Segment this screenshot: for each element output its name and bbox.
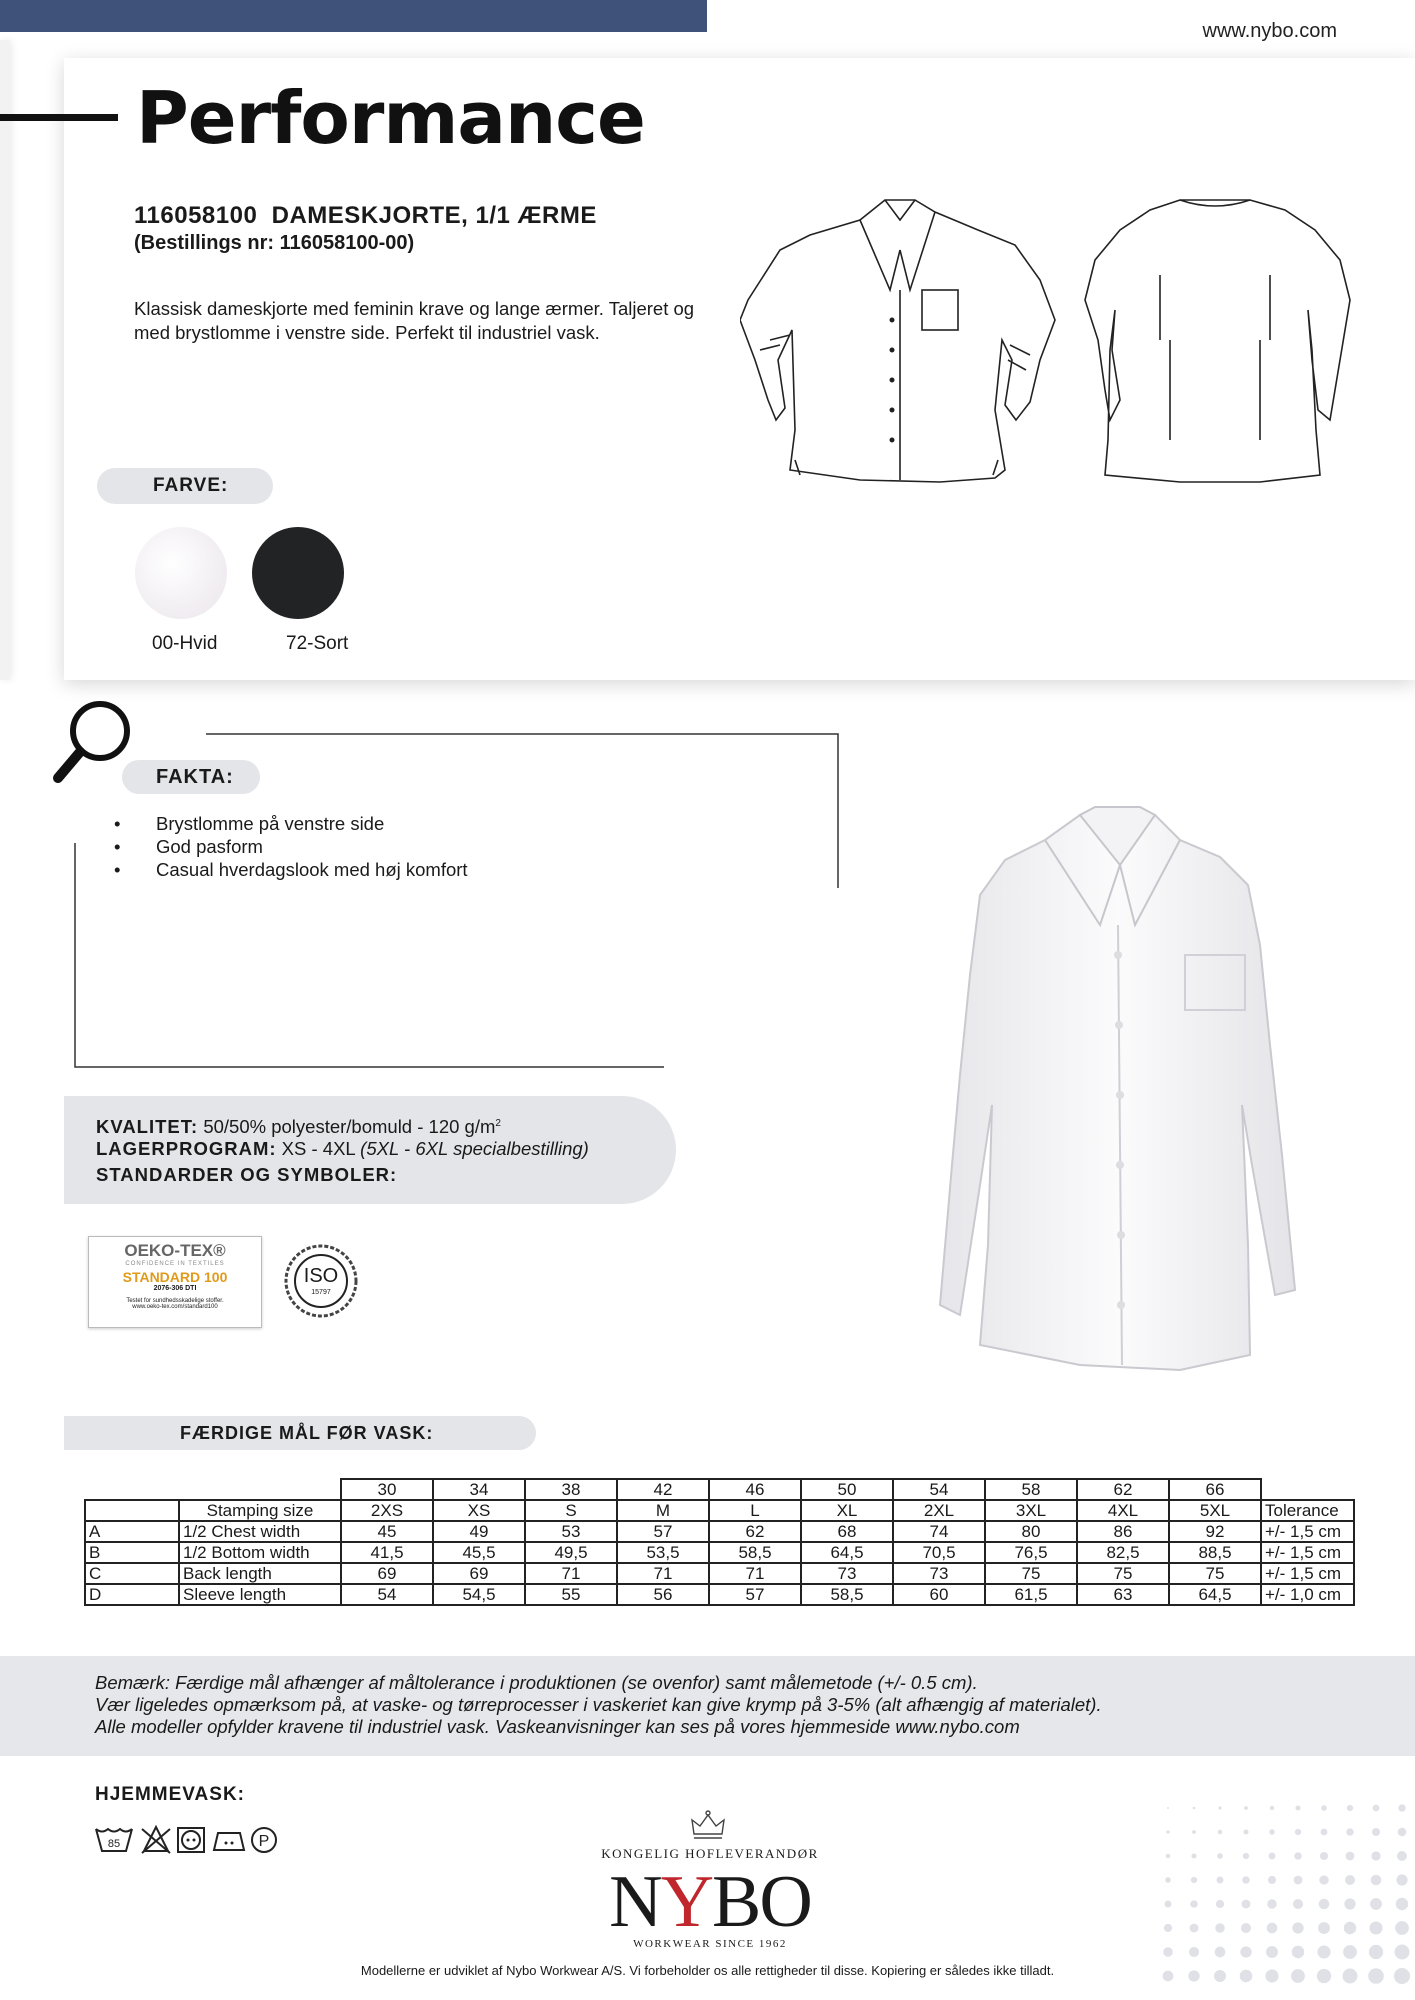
side-strip <box>0 40 10 680</box>
footer-copyright: Modellerne er udviklet af Nybo Workwear A/S. Vi forbeholder os alle rettigheder til disse. Kopiering er således ikke tilladt. <box>360 1963 1055 1978</box>
table-row <box>85 1521 1354 1542</box>
decorative-dot <box>1318 1922 1330 1934</box>
decorative-dot <box>1191 1877 1197 1883</box>
row-code-cell: D <box>85 1584 179 1605</box>
row-code-cell: C <box>85 1563 179 1584</box>
value-cell: 71 <box>617 1563 709 1584</box>
decorative-dot <box>1242 1900 1251 1909</box>
value-cell: 68 <box>801 1521 893 1542</box>
decorative-dots <box>1160 1800 1415 1990</box>
color-section-label: FARVE: <box>97 468 273 504</box>
decorative-dot <box>1190 1924 1199 1933</box>
decorative-dot <box>1216 1900 1224 1908</box>
letter-size-cell: 5XL <box>1169 1500 1261 1521</box>
decorative-dot <box>1164 1924 1172 1932</box>
decorative-dot <box>1395 1921 1409 1935</box>
note-line: Bemærk: Færdige mål afhænger af måltolerance i produktionen (se ovenfor) samt målemetode (+/- 0.5 cm). <box>95 1672 978 1693</box>
decorative-dot <box>1369 1945 1383 1959</box>
decorative-dot <box>1266 1946 1278 1958</box>
numeric-size-cell: 54 <box>893 1479 985 1500</box>
row-name-cell: Sleeve length <box>179 1584 341 1605</box>
numeric-size-cell: 34 <box>433 1479 525 1500</box>
table-cell <box>179 1479 341 1500</box>
note-line: Alle modeller opfylder kravene til industriel vask. Vaskeanvisninger kan ses på vores hjemmeside www.nybo.com <box>95 1716 1020 1737</box>
table-row <box>85 1563 1354 1584</box>
fakta-section-label: FAKTA: <box>122 760 260 794</box>
decorative-dot <box>1321 1829 1328 1836</box>
decorative-dot <box>1398 1804 1405 1811</box>
decorative-dot <box>1242 1876 1250 1884</box>
table-cell <box>1261 1479 1354 1500</box>
color-swatch-white[interactable] <box>135 527 227 619</box>
letter-size-cell: L <box>709 1500 801 1521</box>
standarder-label: STANDARDER OG SYMBOLER: <box>96 1164 398 1185</box>
color-label-white: 00-Hvid <box>152 633 218 654</box>
decorative-dot <box>1294 1876 1303 1885</box>
value-cell: 57 <box>709 1584 801 1605</box>
decorative-dot <box>1267 1899 1276 1908</box>
table-row <box>85 1479 1354 1500</box>
logo-bo: BO <box>712 1861 811 1943</box>
product-description: Klassisk dameskjorte med feminin krave og lange ærmer. Taljeret og med brystlomme i venstre side. Perfekt til industriel vask. <box>134 298 695 343</box>
decorative-dot <box>1373 1805 1380 1812</box>
care-symbols <box>94 1823 290 1857</box>
iso-number: 15797 <box>311 1289 331 1296</box>
decorative-dot <box>1240 1946 1251 1957</box>
value-cell: 41,5 <box>341 1542 433 1563</box>
tolerance-cell: +/- 1,0 cm <box>1261 1584 1354 1605</box>
value-cell: 69 <box>433 1563 525 1584</box>
size-table <box>84 1478 1355 1606</box>
decorative-dot <box>1371 1851 1380 1860</box>
lager-row <box>96 1138 589 1160</box>
value-cell: 57 <box>617 1521 709 1542</box>
decorative-dot <box>1343 1945 1357 1959</box>
numeric-size-cell: 66 <box>1169 1479 1261 1500</box>
numeric-size-cell: 58 <box>985 1479 1077 1500</box>
numeric-size-cell: 30 <box>341 1479 433 1500</box>
dry-clean-letter: P <box>258 1833 270 1850</box>
row-name-cell: 1/2 Bottom width <box>179 1542 341 1563</box>
decorative-dot <box>1218 1806 1221 1809</box>
decorative-dot <box>1345 1875 1355 1885</box>
decorative-dot <box>1193 1807 1196 1810</box>
letter-size-cell: M <box>617 1500 709 1521</box>
decorative-dot <box>1397 1851 1407 1861</box>
value-cell: 64,5 <box>1169 1584 1261 1605</box>
value-cell: 54,5 <box>433 1584 525 1605</box>
decorative-dot <box>1268 1876 1276 1884</box>
value-cell: 80 <box>985 1521 1077 1542</box>
value-cell: 49,5 <box>525 1542 617 1563</box>
decorative-dot <box>1217 1877 1224 1884</box>
top-bar <box>0 0 707 32</box>
value-cell: 58,5 <box>801 1584 893 1605</box>
decorative-dot <box>1269 1853 1276 1860</box>
decorative-dot <box>1166 1854 1171 1859</box>
fakta-item: • Brystlomme på venstre side <box>114 812 468 835</box>
iso-text: ISO <box>303 1265 339 1287</box>
oeko-line2: www.oeko-tex.com/standard100 <box>132 1304 218 1310</box>
value-cell: 69 <box>341 1563 433 1584</box>
decorative-dot <box>1218 1830 1222 1834</box>
value-cell: 45,5 <box>433 1542 525 1563</box>
color-swatch-black[interactable] <box>252 527 344 619</box>
stamping-label-cell: Stamping size <box>179 1500 341 1521</box>
oeko-line1: Testet for sundhedsskadelige stoffer. <box>126 1298 224 1304</box>
value-cell: 55 <box>525 1584 617 1605</box>
decorative-dot <box>1292 1946 1305 1959</box>
value-cell: 53,5 <box>617 1542 709 1563</box>
decorative-dot <box>1241 1923 1251 1933</box>
value-cell: 45 <box>341 1521 433 1542</box>
decorative-dot <box>1163 1947 1173 1957</box>
value-cell: 63 <box>1077 1584 1169 1605</box>
value-cell: 75 <box>1169 1563 1261 1584</box>
value-cell: 58,5 <box>709 1542 801 1563</box>
row-name-cell: Back length <box>179 1563 341 1584</box>
decorative-dot <box>1370 1898 1382 1910</box>
value-cell: 62 <box>709 1521 801 1542</box>
numeric-size-cell: 62 <box>1077 1479 1169 1500</box>
title-line <box>0 114 118 121</box>
value-cell: 76,5 <box>985 1542 1077 1563</box>
fakta-list <box>114 812 468 881</box>
standarder-row <box>96 1164 397 1186</box>
iso-badge <box>283 1243 359 1319</box>
decorative-dot <box>1215 1947 1226 1958</box>
crown-icon <box>690 1810 726 1842</box>
table-row <box>85 1500 1354 1521</box>
value-cell: 75 <box>985 1563 1077 1584</box>
decorative-dot <box>1344 1922 1356 1934</box>
decorative-dot <box>1296 1806 1301 1811</box>
decorative-dot <box>1320 1852 1328 1860</box>
value-cell: 54 <box>341 1584 433 1605</box>
royal-supplier-text: KONGELIG HOFLEVERANDØR <box>601 1846 819 1861</box>
product-title: 116058100 DAMESKJORTE, 1/1 ÆRME <box>134 202 597 229</box>
decorative-dot <box>1192 1830 1196 1834</box>
nybo-logo <box>560 1862 860 1942</box>
quality-row <box>96 1116 501 1138</box>
value-cell: 73 <box>801 1563 893 1584</box>
decorative-dot <box>1215 1923 1224 1932</box>
decorative-dot <box>1346 1852 1355 1861</box>
page-title: Performance <box>136 76 645 160</box>
oeko-brand: OEKO-TEX® <box>124 1241 226 1260</box>
decorative-dot <box>1396 1874 1407 1885</box>
decorative-dot <box>1371 1875 1382 1886</box>
decorative-dot <box>1317 1945 1330 1958</box>
decorative-dot <box>1191 1853 1196 1858</box>
letter-size-cell: 4XL <box>1077 1500 1169 1521</box>
value-cell: 61,5 <box>985 1584 1077 1605</box>
decorative-dot <box>1190 1900 1198 1908</box>
decorative-dot <box>1244 1806 1248 1810</box>
lager-label: LAGERPROGRAM: <box>96 1138 277 1159</box>
letter-size-cell: 2XL <box>893 1500 985 1521</box>
note-line: Vær ligeledes opmærksom på, at vaske- og tørreprocesser i vaskeriet kan give krymp på 3-5% (alt afhængig af materialet). <box>95 1694 1102 1715</box>
value-cell: 60 <box>893 1584 985 1605</box>
logo-y: Y <box>660 1861 713 1943</box>
letter-size-cell: XS <box>433 1500 525 1521</box>
letter-size-cell: 2XS <box>341 1500 433 1521</box>
decorative-dot <box>1347 1805 1353 1811</box>
decorative-dot <box>1319 1899 1330 1910</box>
numeric-size-cell: 50 <box>801 1479 893 1500</box>
table-cell <box>85 1500 179 1521</box>
decorative-dot <box>1165 1901 1172 1908</box>
row-name-cell: 1/2 Chest width <box>179 1521 341 1542</box>
row-code-cell: B <box>85 1542 179 1563</box>
decorative-dot <box>1243 1829 1248 1834</box>
numeric-size-cell: 42 <box>617 1479 709 1500</box>
oeko-sub: CONFIDENCE IN TEXTILES <box>125 1261 225 1267</box>
color-label-black: 72-Sort <box>286 633 349 654</box>
tolerance-header-cell: Tolerance <box>1261 1500 1354 1521</box>
value-cell: 75 <box>1077 1563 1169 1584</box>
tolerance-cell: +/- 1,5 cm <box>1261 1563 1354 1584</box>
value-cell: 74 <box>893 1521 985 1542</box>
letter-size-cell: 3XL <box>985 1500 1077 1521</box>
value-cell: 82,5 <box>1077 1542 1169 1563</box>
tolerance-cell: +/- 1,5 cm <box>1261 1521 1354 1542</box>
value-cell: 64,5 <box>801 1542 893 1563</box>
decorative-dot <box>1189 1947 1199 1957</box>
table-row <box>85 1542 1354 1563</box>
letter-size-cell: XL <box>801 1500 893 1521</box>
home-wash-label: HJEMMEVASK: <box>95 1784 245 1805</box>
decorative-dot <box>1269 1829 1275 1835</box>
decorative-dot <box>1346 1828 1353 1835</box>
decorative-dot <box>1398 1828 1407 1837</box>
decorative-dot <box>1319 1875 1328 1884</box>
numeric-size-cell: 38 <box>525 1479 617 1500</box>
value-cell: 92 <box>1169 1521 1261 1542</box>
website-link[interactable]: www.nybo.com <box>1202 20 1337 42</box>
fakta-item: • Casual hverdagslook med høj komfort <box>114 858 468 881</box>
decorative-dot <box>1369 1921 1382 1934</box>
numeric-size-cell: 46 <box>709 1479 801 1500</box>
decorative-dot <box>1396 1898 1408 1910</box>
kvalitet-label: KVALITET: <box>96 1116 199 1137</box>
decorative-dot <box>1295 1829 1301 1835</box>
decorative-dot <box>1294 1852 1302 1860</box>
value-cell: 88,5 <box>1169 1542 1261 1563</box>
decorative-dot <box>1292 1922 1303 1933</box>
measurements-label: FÆRDIGE MÅL FØR VASK: <box>64 1416 536 1450</box>
order-number: (Bestillings nr: 116058100-00) <box>134 232 415 254</box>
decorative-dot <box>1321 1805 1327 1811</box>
decorative-dot <box>1166 1830 1169 1833</box>
decorative-dot <box>1270 1806 1274 1810</box>
tolerance-cell: +/- 1,5 cm <box>1261 1542 1354 1563</box>
decorative-dot <box>1267 1923 1278 1934</box>
oeko-tex-logo <box>88 1236 262 1328</box>
decorative-dot <box>1243 1853 1249 1859</box>
value-cell: 49 <box>433 1521 525 1542</box>
kvalitet-sup: 2 <box>495 1117 501 1129</box>
decorative-dot <box>1344 1898 1355 1909</box>
lager-value: XS - 4XL <box>281 1138 356 1159</box>
fakta-item: • God pasform <box>114 835 468 858</box>
value-cell: 73 <box>893 1563 985 1584</box>
value-cell: 56 <box>617 1584 709 1605</box>
product-photo <box>930 805 1320 1375</box>
row-code-cell: A <box>85 1521 179 1542</box>
lager-note: (5XL - 6XL specialbestilling) <box>360 1138 589 1159</box>
decorative-dot <box>1293 1899 1303 1909</box>
oeko-code: 2076-306 DTI <box>153 1285 197 1292</box>
value-cell: 70,5 <box>893 1542 985 1563</box>
decorative-dot <box>1217 1853 1223 1859</box>
since-text: WORKWEAR SINCE 1962 <box>633 1938 787 1950</box>
technical-drawing <box>740 190 1365 500</box>
value-cell: 71 <box>709 1563 801 1584</box>
wash-temp: 85 <box>107 1838 121 1850</box>
decorative-dot <box>1167 1807 1169 1809</box>
note-text <box>95 1672 1102 1738</box>
iron-icon <box>214 1833 244 1850</box>
letter-size-cell: S <box>525 1500 617 1521</box>
decorative-dot <box>1165 1877 1171 1883</box>
kvalitet-value: 50/50% polyester/bomuld - 120 g/m <box>203 1116 496 1137</box>
oeko-standard: STANDARD 100 <box>122 1269 228 1285</box>
table-cell <box>85 1479 179 1500</box>
value-cell: 86 <box>1077 1521 1169 1542</box>
value-cell: 71 <box>525 1563 617 1584</box>
decorative-dot <box>1372 1828 1380 1836</box>
table-row <box>85 1584 1354 1605</box>
value-cell: 53 <box>525 1521 617 1542</box>
logo-n: N <box>609 1861 661 1943</box>
decorative-dot <box>1395 1945 1410 1960</box>
